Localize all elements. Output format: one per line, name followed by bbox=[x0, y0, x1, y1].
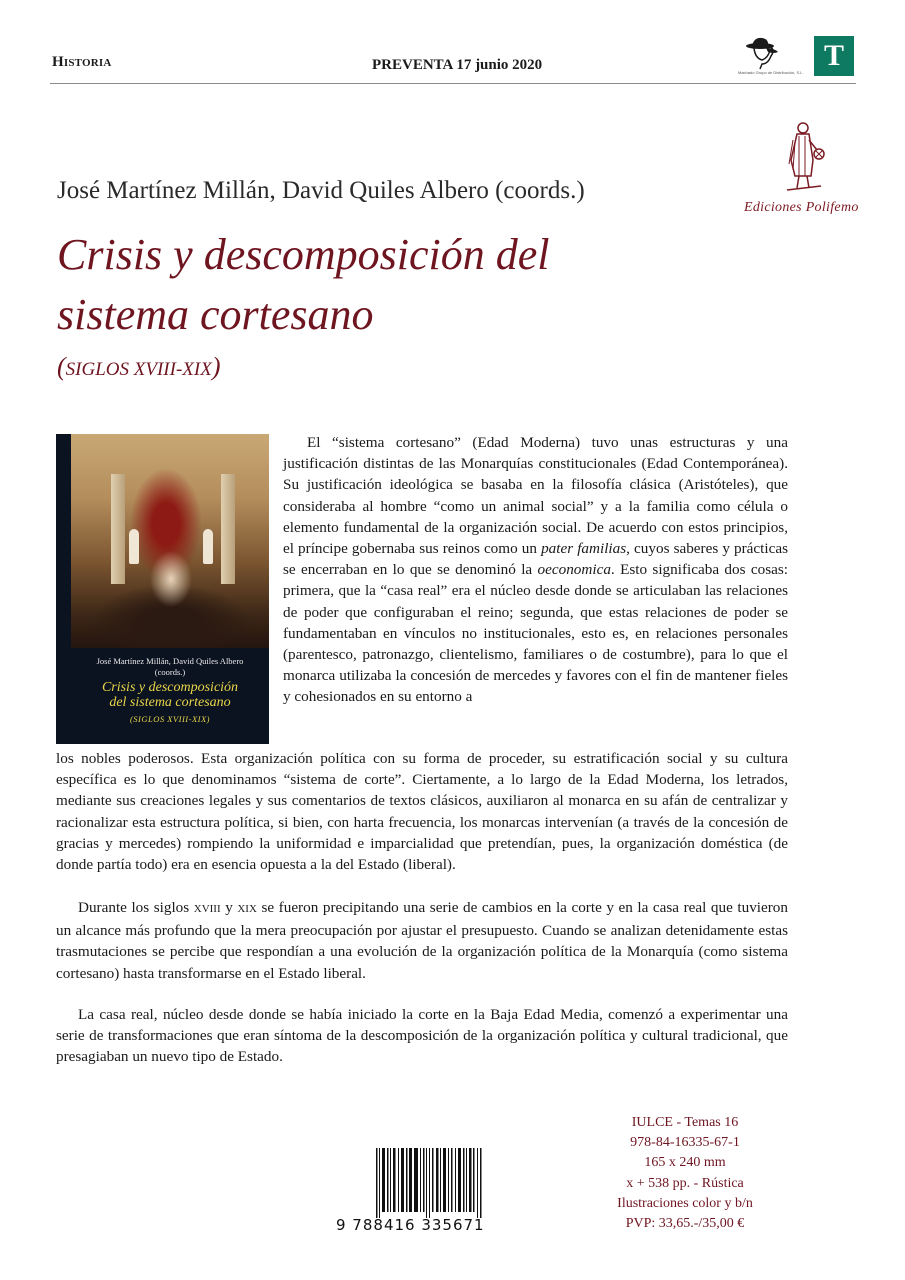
text-run: . Esto significaba dos cosas: primera, que la “casa real” era el núcleo desde donde se articulaban las relaciones de poder que configuraban el reino; segunda, que estas relaciones de poder se fundamentaban en vínculos no institucionales, esto es, en relaciones personales (parentesco, patronazgo, clientelismo, familiares o de costumbre), para lo que el monarca utilizaba la concesión de mercedes y favores con el fin de mantener fieles y cohesionados en su entorno a bbox=[283, 561, 788, 706]
cover-authors bbox=[71, 656, 269, 678]
century-numeral: XVIII bbox=[193, 903, 221, 915]
italic-term: pater familias bbox=[541, 540, 627, 558]
description-paragraph-3: La casa real, núcleo desde donde se había iniciado la corte en la Baja Edad Media, comenzó a experimentar una serie de transformaciones que eran síntoma de la descomposición de la organización política y cultural tradicional, que presagiaban un nuevo tipo de Estado. bbox=[56, 1006, 788, 1066]
cover-title-line2: del sistema cortesano bbox=[109, 695, 231, 710]
text-run: El “sistema cortesano” (Edad Moderna) tuvo unas estructuras y una justificación distintas de las Monarquías constitucionales (Edad Contemporánea). Su justificación ideológica se basaba en la filosofía clásica (Aristóteles), que consideraba al hombre “como un animal social” y a la familia como célula o elemento fundamental de la organización social. De acuerdo con estos principios, el príncipe gobernaba sus reinos como un bbox=[283, 434, 788, 558]
cover-title bbox=[71, 680, 269, 710]
page-count: x + 538 pp. - Rústica bbox=[626, 1175, 744, 1191]
cover-title-line1: Crisis y descomposición bbox=[101, 680, 239, 695]
cover-authors-line1: José Martínez Millán, David Quiles Albero bbox=[96, 656, 244, 666]
scholar-figure-icon bbox=[781, 120, 831, 192]
collection: IULCE - Temas 16 bbox=[631, 1115, 739, 1130]
distributor-logo bbox=[738, 36, 804, 78]
book-authors: José Martínez Millán, David Quiles Albero (coords.) bbox=[57, 177, 585, 204]
presale-date: PREVENTA 17 junio 2020 bbox=[372, 57, 543, 73]
section-label: Historia bbox=[52, 54, 112, 70]
distributor-label: Machado Grupo de Distribución, S.L. bbox=[738, 70, 804, 75]
illustrations: Ilustraciones color y b/n bbox=[617, 1195, 753, 1211]
century-numeral: XIX bbox=[237, 903, 257, 915]
publisher-logo bbox=[781, 120, 831, 192]
subtitle-paren-open: ( bbox=[57, 352, 66, 381]
book-subtitle bbox=[57, 352, 221, 382]
book-title-line2: sistema cortesano bbox=[57, 290, 374, 339]
book-info bbox=[580, 1113, 790, 1234]
text-run: Durante los siglos bbox=[78, 899, 194, 916]
description-paragraph-2 bbox=[56, 897, 788, 984]
dimensions: 165 x 240 mm bbox=[644, 1155, 726, 1171]
book-cover-image bbox=[56, 434, 269, 744]
cover-subtitle: (SIGLOS XVIII-XIX) bbox=[129, 714, 211, 724]
publisher-name: Ediciones Polifemo bbox=[744, 200, 859, 215]
text-run: y bbox=[220, 899, 238, 916]
header-divider bbox=[50, 83, 856, 84]
cover-painting bbox=[71, 434, 269, 648]
text-run: , cuyos saberes y prácticas se encerraban en lo que se denominó la bbox=[283, 540, 788, 579]
description-paragraph-1 bbox=[283, 432, 788, 708]
man-with-hat-icon bbox=[738, 36, 800, 70]
cover-authors-line2: (coords.) bbox=[154, 667, 186, 677]
text-run: se fueron precipitando una serie de cambios en la corte y en la casa real que tuvieron un alcance más profundo que la mera preocupación por ajustar el presupuesto. Cuando se analizan detenidamente estas trasmutaciones se percibe que respondían a una evolución de la organización política de la Monarquía (como sistema cortesano) hasta transformarse en el Estado liberal. bbox=[56, 899, 788, 982]
price: PVP: 33,65.-/35,00 € bbox=[625, 1216, 745, 1232]
isbn-barcode bbox=[336, 1148, 485, 1234]
italic-term: oeconomica bbox=[537, 561, 611, 579]
t-publisher-logo: T bbox=[814, 36, 854, 76]
subtitle-paren-close: ) bbox=[211, 352, 221, 381]
description-paragraph-1-continued: los nobles poderosos. Esta organización política con su forma de proceder, su estratificación social y su cultura específica es lo que denominamos “sistema de corte”. Ciertamente, a lo largo de la Edad Moderna, los letrados, mediante sus creaciones legales y sus comentarios de textos clásicos, auxiliaron al monarca en su afán de centralizar y racionalizar esta estructura política, si bien, con harta frecuencia, los monarcas intervenían (a través de la concesión de gracias y mercedes) rompiendo la uniformidad e imparcialidad que pretendían, pues, la organización doméstica (de donde partía todo) era en esencia opuesta a la del Estado (liberal). bbox=[56, 750, 788, 874]
isbn: 978-84-16335-67-1 bbox=[630, 1135, 740, 1151]
barcode-icon bbox=[376, 1148, 484, 1218]
subtitle-centuries: SIGLOS XVIII-XIX bbox=[65, 359, 212, 380]
book-title-line1: Crisis y descomposición del bbox=[57, 230, 550, 279]
barcode-digits: 9 788416 335671 bbox=[336, 1216, 485, 1234]
book-title bbox=[57, 225, 697, 345]
